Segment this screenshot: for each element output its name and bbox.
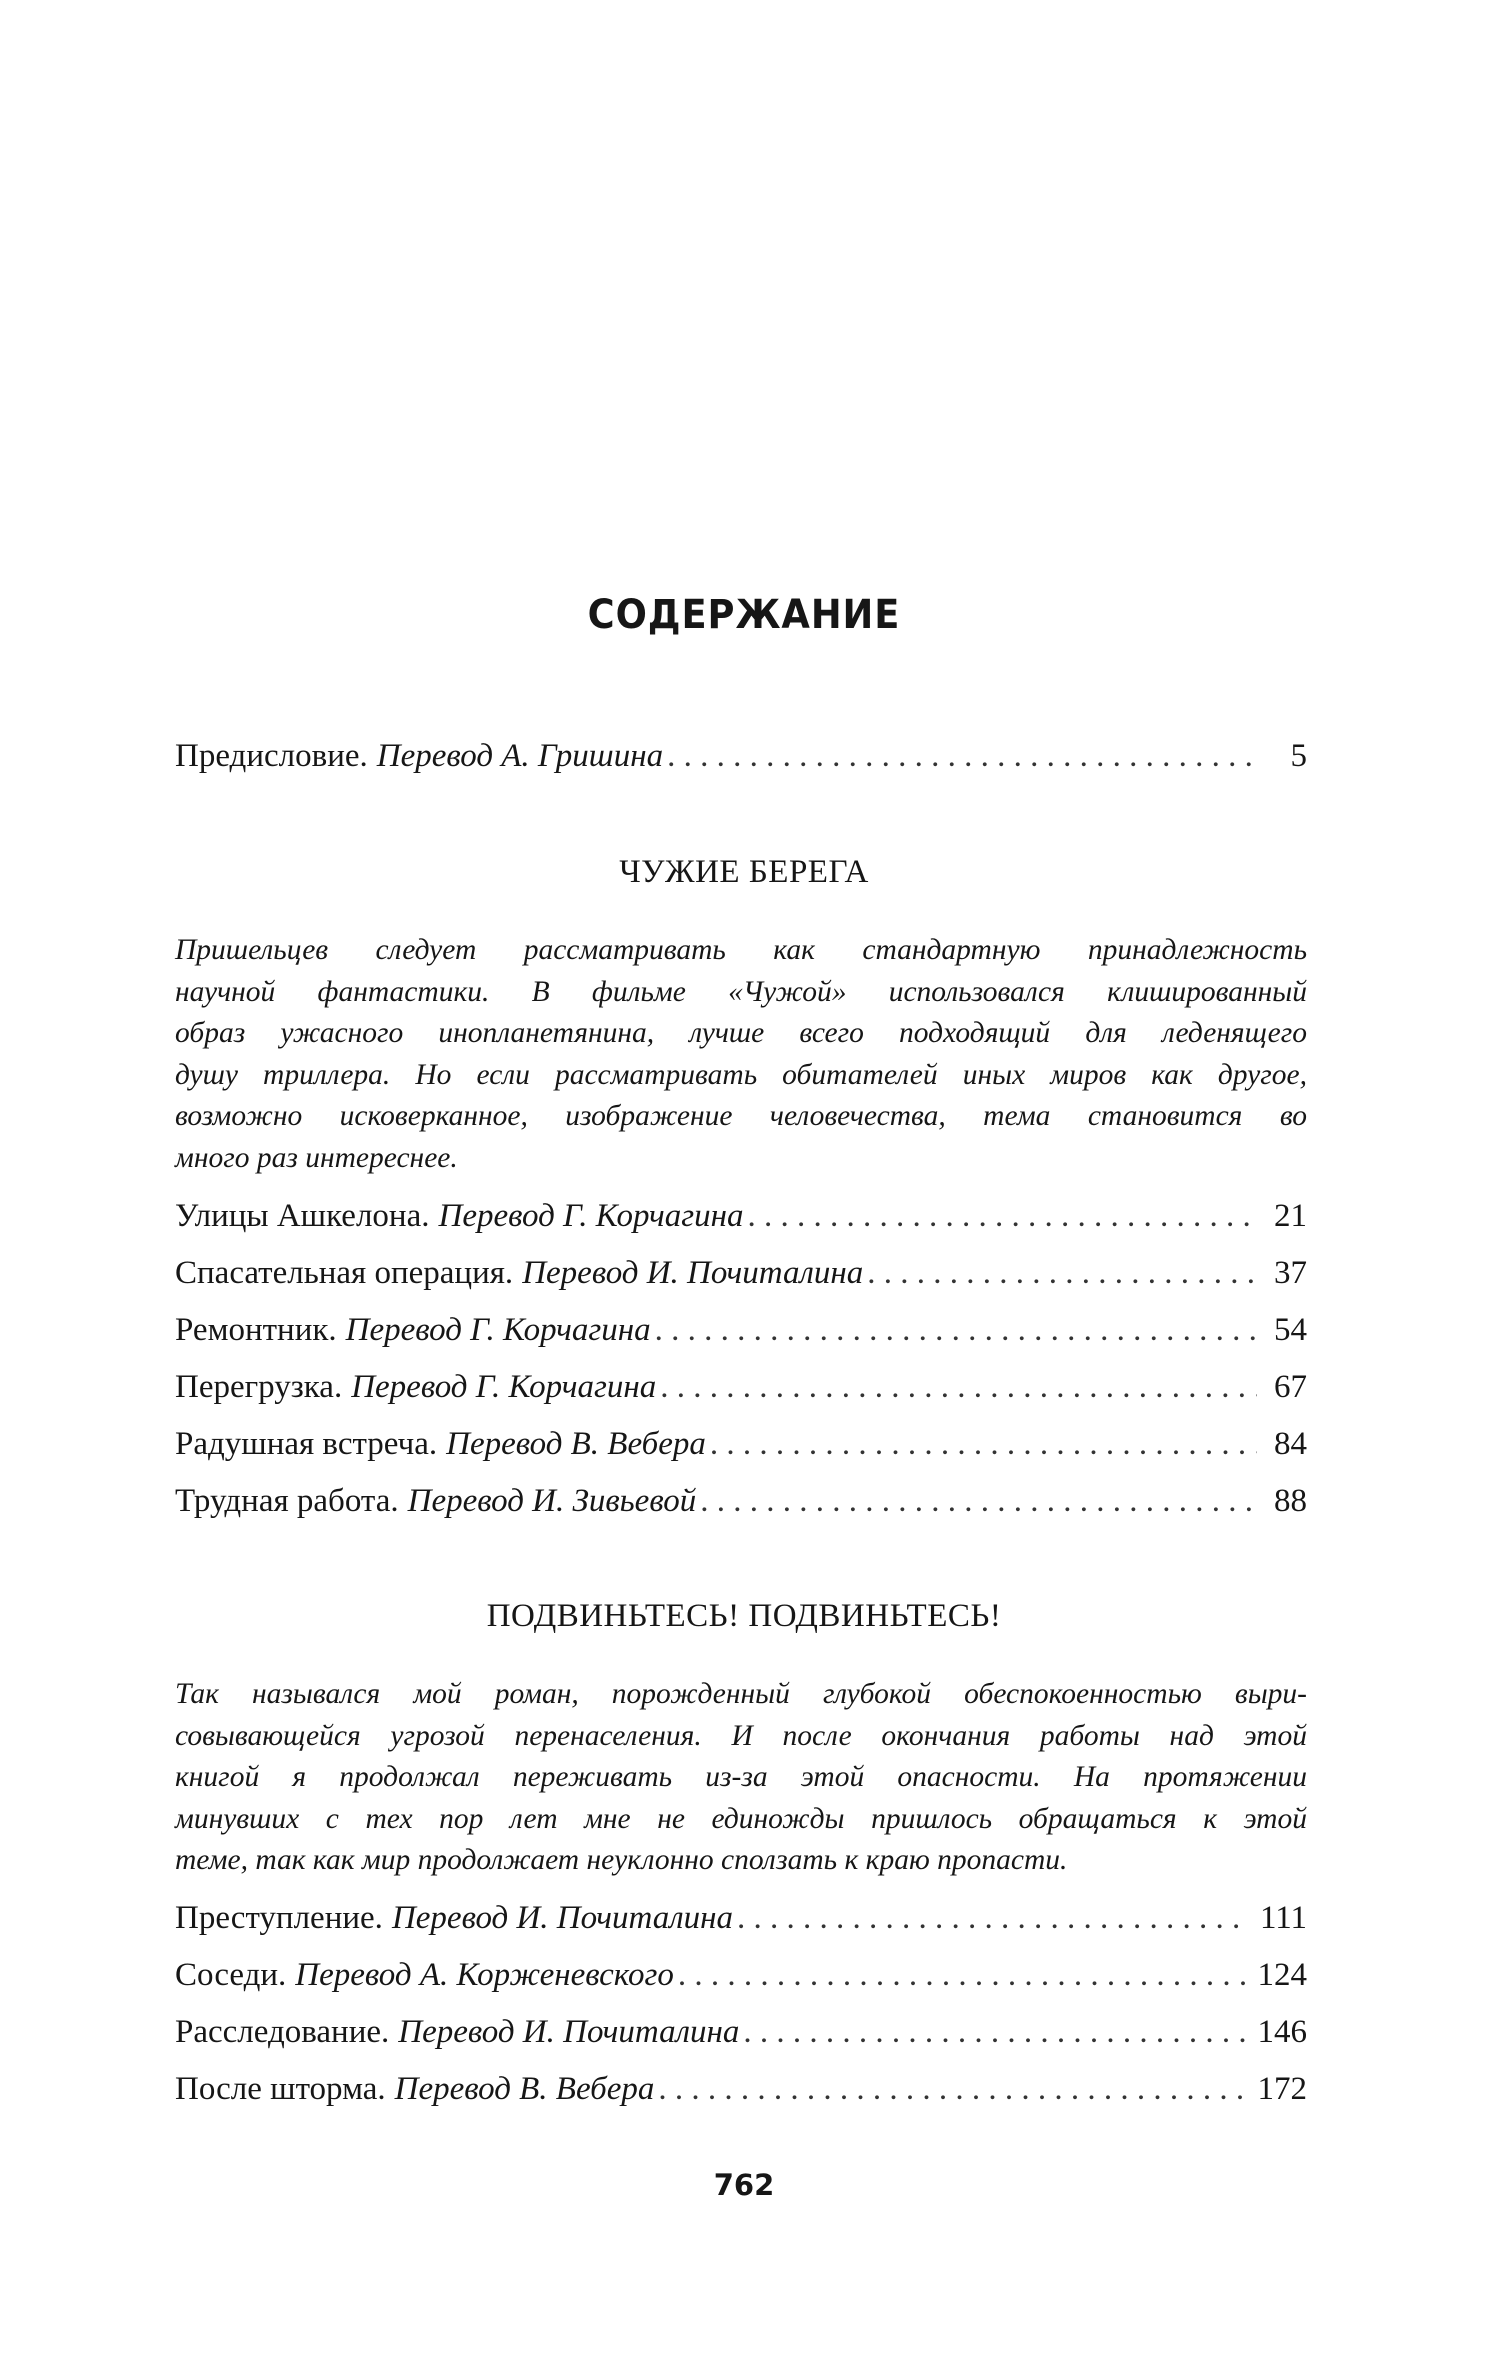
- leader-dots: [667, 738, 1257, 775]
- entry-page: 67: [1274, 1369, 1307, 1405]
- entry-translator: Перевод В. Вебера: [446, 1426, 706, 1462]
- entry-translator: Перевод А. Гришина: [376, 738, 664, 774]
- leader-dots: [700, 1483, 1257, 1520]
- entry-title: Ремонтник.: [175, 1312, 337, 1348]
- description-line: теме, так как мир продолжает неуклонно сползать к краю пропасти.: [175, 1844, 1068, 1876]
- toc-entry-preface: [175, 738, 1307, 786]
- section-heading-1: ЧУЖИЕ БЕРЕГА: [619, 854, 869, 890]
- entry-translator: Перевод И. Почиталина: [391, 1900, 734, 1936]
- description-line: совывающейся угрозой перенаселения. И после окончания работы над этой: [175, 1719, 1307, 1752]
- toc-entry: [175, 1900, 1307, 1948]
- description-line: минувших с тех пор лет мне не единожды пришлось обращаться к этой: [175, 1802, 1307, 1835]
- toc-entry: [175, 1255, 1307, 1303]
- toc-entry: [175, 1198, 1307, 1246]
- description-line: душу триллера. Но если рассматривать обитателей иных миров как другое,: [175, 1058, 1307, 1091]
- section-description-2: [175, 1674, 1307, 1882]
- description-line: книгой я продолжал переживать из-за этой опасности. На протяжении: [175, 1761, 1307, 1793]
- toc-entry: [175, 2014, 1307, 2062]
- entry-title: Трудная работа.: [175, 1483, 399, 1519]
- toc-entry: [175, 1957, 1307, 2005]
- toc-entry: [175, 1426, 1307, 1474]
- entry-translator: Перевод В. Вебера: [394, 2071, 655, 2107]
- entry-page: 21: [1274, 1198, 1307, 1234]
- entry-translator: Перевод Г. Корчагина: [345, 1312, 651, 1348]
- entry-title: Предисловие.: [175, 738, 368, 774]
- entry-translator: Перевод Г. Корчагина: [351, 1369, 657, 1405]
- leader-dots: [655, 1312, 1257, 1349]
- entry-translator: Перевод А. Корженевского: [295, 1957, 674, 1993]
- entry-title: Расследование.: [175, 2014, 390, 2050]
- description-line: Пришельцев следует рассматривать как стандартную принадлежность: [175, 934, 1307, 966]
- page-number: 762: [713, 2168, 775, 2202]
- entry-page: 84: [1274, 1426, 1307, 1462]
- leader-dots: [743, 2014, 1247, 2051]
- toc-entry: [175, 1369, 1307, 1417]
- leader-dots: [867, 1255, 1257, 1292]
- leader-dots: [658, 2071, 1247, 2108]
- description-line: Так назывался мой роман, порожденный глубокой обеспокоенностью выри-: [175, 1678, 1307, 1710]
- entry-title: Преступление.: [175, 1900, 383, 1936]
- entry-page: 88: [1274, 1483, 1307, 1519]
- section-heading-2: ПОДВИНЬТЕСЬ! ПОДВИНЬТЕСЬ!: [486, 1598, 1002, 1634]
- entry-page: 54: [1274, 1312, 1307, 1348]
- entry-title: Улицы Ашкелона.: [175, 1198, 430, 1234]
- entry-translator: Перевод И. Почиталина: [522, 1255, 864, 1291]
- toc-entry: [175, 1483, 1307, 1531]
- entry-title: Соседи.: [175, 1957, 287, 1993]
- entry-translator: Перевод И. Зивьевой: [407, 1483, 697, 1519]
- description-line: много раз интереснее.: [175, 1141, 458, 1174]
- entry-page: 146: [1257, 2014, 1307, 2050]
- toc-entry: [175, 1312, 1307, 1360]
- entry-page: 5: [1290, 738, 1307, 774]
- leader-dots: [710, 1426, 1257, 1463]
- leader-dots: [737, 1900, 1250, 1937]
- toc-entry: [175, 2071, 1307, 2119]
- section-description-1: [175, 930, 1307, 1179]
- entry-page: 37: [1274, 1255, 1307, 1291]
- leader-dots: [660, 1369, 1257, 1406]
- leader-dots: [678, 1957, 1248, 1994]
- entry-title: Перегрузка.: [175, 1369, 343, 1405]
- leader-dots: [748, 1198, 1257, 1235]
- entry-title: После шторма.: [175, 2071, 386, 2107]
- entry-page: 172: [1257, 2071, 1307, 2107]
- entry-title: Спасательная операция.: [175, 1255, 514, 1291]
- description-line: возможно исковерканное, изображение человечества, тема становится во: [175, 1100, 1307, 1132]
- entry-title: Радушная встреча.: [175, 1426, 438, 1462]
- entry-page: 111: [1259, 1900, 1307, 1936]
- entry-page: 124: [1257, 1957, 1307, 1993]
- description-line: образ ужасного инопланетянина, лучше всего подходящий для леденящего: [175, 1017, 1307, 1049]
- entry-translator: Перевод И. Почиталина: [398, 2014, 740, 2050]
- entry-translator: Перевод Г. Корчагина: [438, 1198, 744, 1234]
- description-line: научной фантастики. В фильме «Чужой» использовался клишированный: [175, 975, 1307, 1008]
- toc-title: СОДЕРЖАНИЕ: [587, 592, 901, 638]
